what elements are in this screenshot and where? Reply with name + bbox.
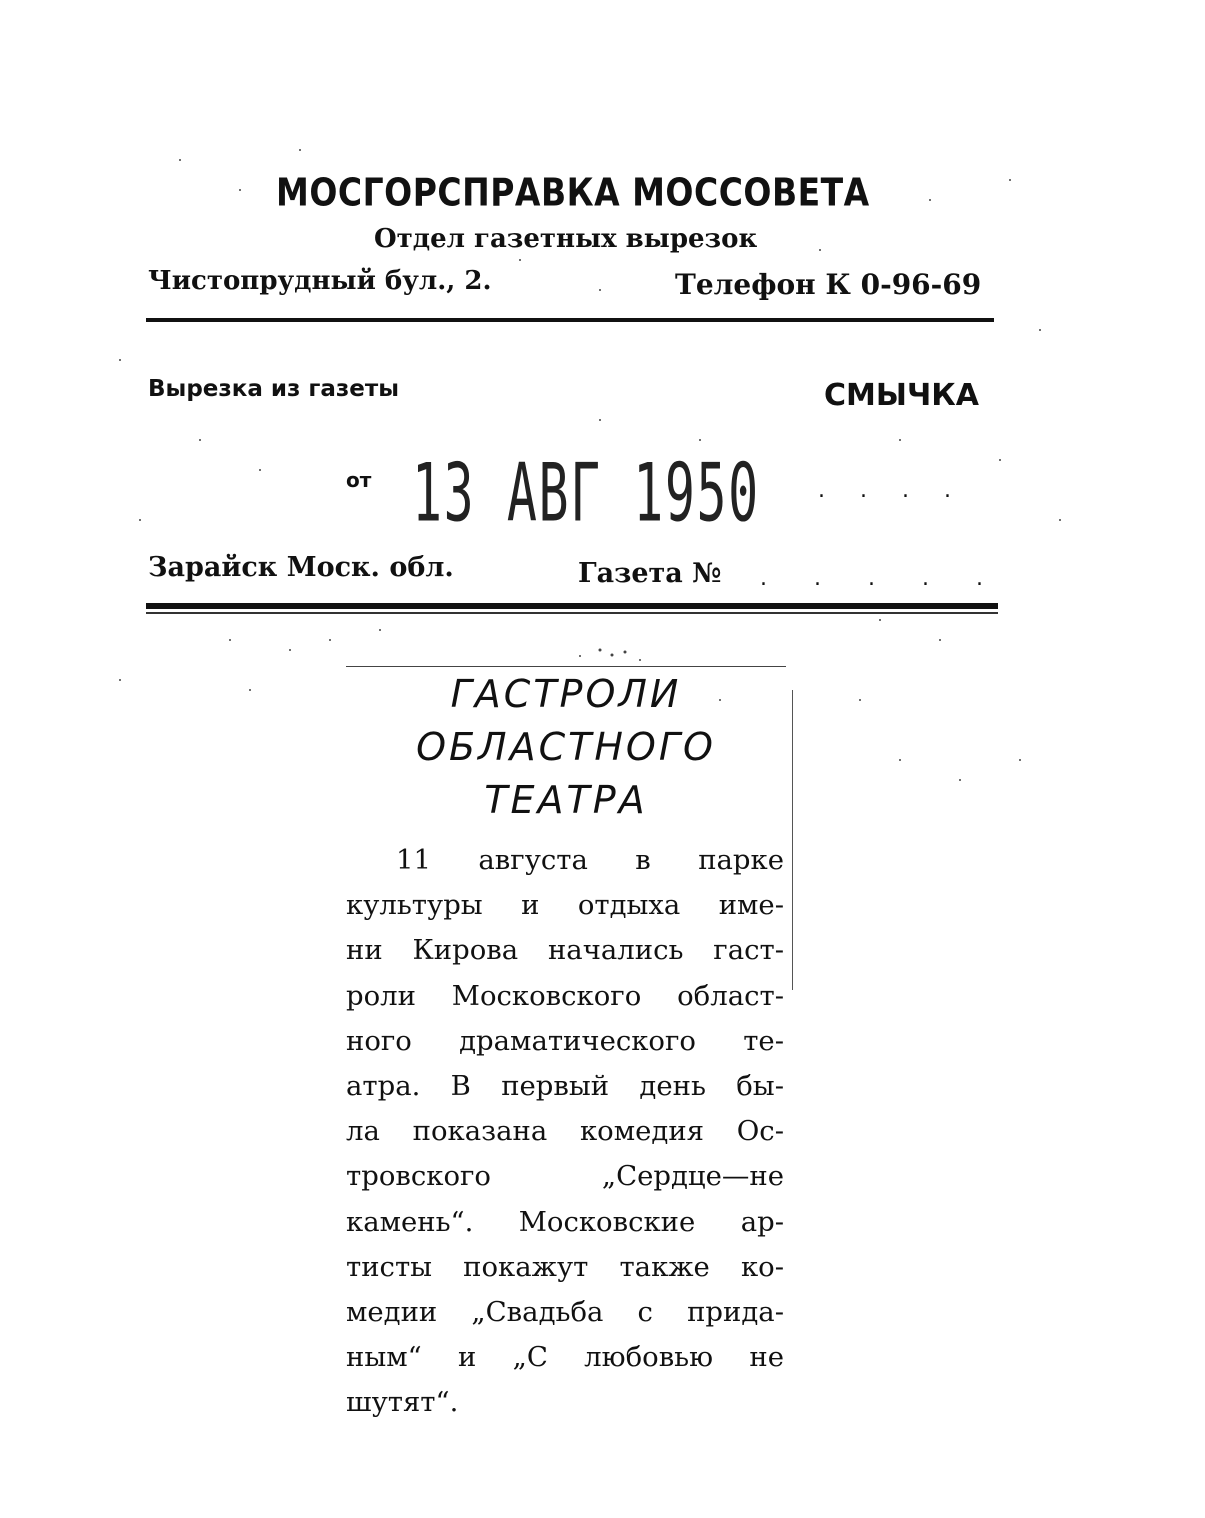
date-dots: . . . . — [818, 478, 965, 503]
date-stamp: 13 АВГ 1950 — [412, 448, 760, 541]
article-line: тисты покажут также ко- — [346, 1250, 784, 1283]
article-title-line: ОБЛАСТНОГО — [416, 725, 716, 769]
department-name: Отдел газетных вырезок — [374, 224, 758, 254]
article-line: атра. В первый день бы- — [346, 1069, 784, 1102]
article-line: медии „Свадьба с прида- — [346, 1295, 784, 1328]
article-line: ного драматического те- — [346, 1024, 784, 1057]
bureau-title: МОСГОРСПРАВКА МОССОВЕТА — [276, 170, 870, 215]
article-line: камень“. Московские ар- — [346, 1205, 784, 1238]
article-line: тровского „Сердце—не — [346, 1160, 784, 1193]
date-prefix: от — [346, 468, 372, 492]
article-line: ным“ и „С любовью не — [346, 1341, 784, 1374]
article-line: ла показана комедия Ос- — [346, 1115, 784, 1148]
article-title-line: ТЕАТРА — [484, 778, 648, 822]
article-title-line: ГАСТРОЛИ — [450, 672, 682, 716]
info-divider-thin — [146, 612, 998, 614]
article-body — [346, 838, 784, 1425]
newspaper-city: Зарайск Моск. обл. — [148, 552, 454, 583]
article-line: 11 августа в парке — [396, 844, 784, 876]
article-line: ни Кирова начались гаст- — [346, 934, 784, 967]
issue-label: Газета № — [578, 558, 722, 589]
article-line: шутят“. — [346, 1386, 459, 1419]
clipping-label: Вырезка из газеты — [148, 376, 400, 402]
newspaper-name: СМЫЧКА — [824, 378, 979, 413]
clipping-edge-top — [346, 666, 786, 667]
clipping-edge-side — [792, 690, 793, 990]
info-divider — [146, 603, 998, 609]
article-title — [346, 668, 786, 827]
issue-dots: . . . . . — [760, 566, 1003, 591]
article-line: культуры и отдыха име- — [346, 889, 784, 922]
header-divider — [146, 318, 994, 322]
bureau-address: Чистопрудный бул., 2. — [148, 266, 492, 296]
article-line: роли Московского област- — [346, 979, 784, 1012]
bureau-phone: Телефон К 0-96-69 — [675, 268, 982, 301]
